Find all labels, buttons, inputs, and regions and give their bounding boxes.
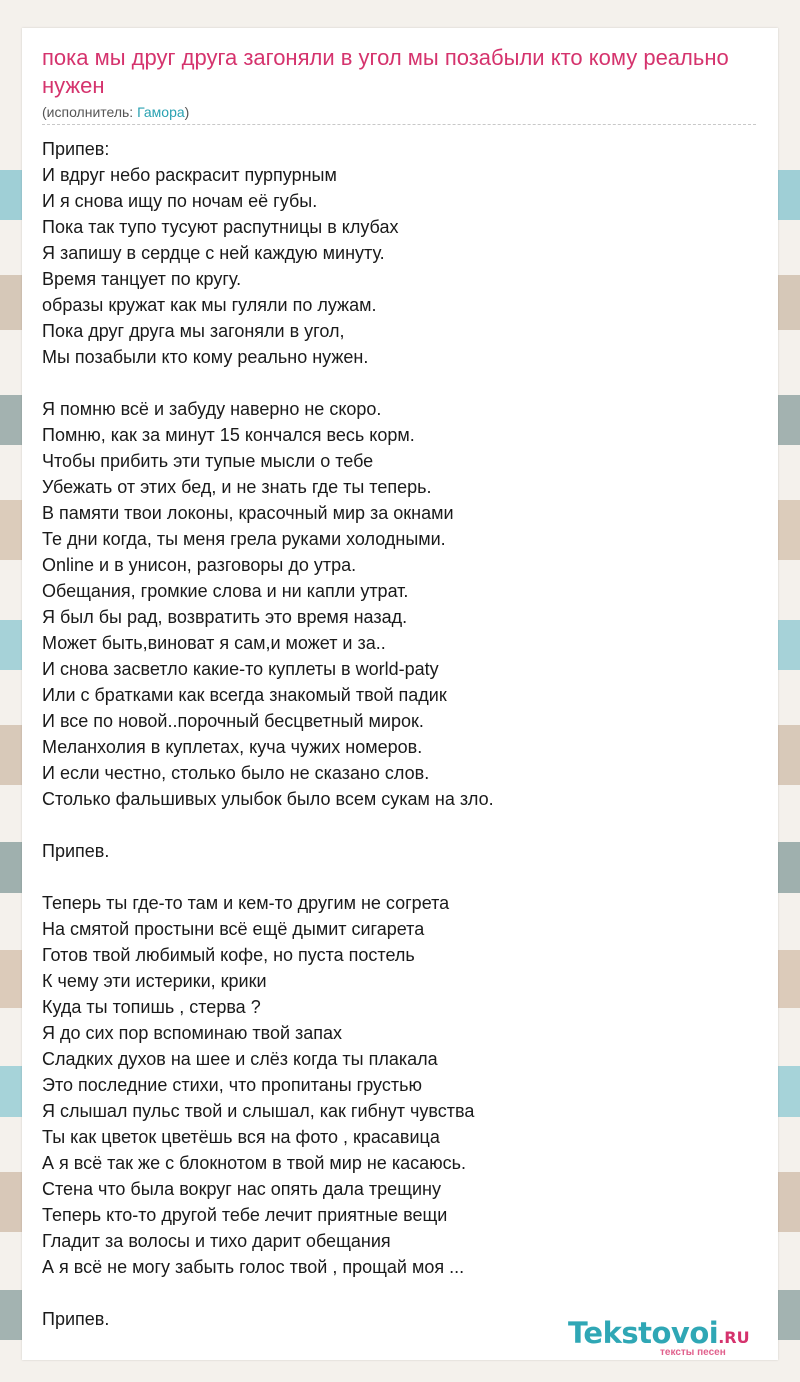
lyrics-line: Те дни когда, ты меня грела руками холодными.	[42, 529, 446, 549]
lyrics-line: Я был бы рад, возвратить это время назад.	[42, 607, 408, 627]
artist-link[interactable]: Гамора	[137, 104, 185, 120]
lyrics-line: И все по новой..порочный бесцветный мирок.	[42, 711, 424, 731]
logo-main-text: Tekstovoi	[568, 1316, 719, 1350]
lyrics-line: Гладит за волосы и тихо дарит обещания	[42, 1231, 391, 1251]
lyrics-line: Время танцует по кругу.	[42, 269, 242, 289]
song-title: пока мы друг друга загоняли в угол мы позабыли кто кому реально нужен	[42, 45, 729, 98]
lyrics-line: Меланхолия в куплетах, куча чужих номеров.	[42, 737, 423, 757]
lyrics-line: И снова засветло какие-то куплеты в world-paty	[42, 659, 439, 679]
lyrics-line: Я запишу в сердце с ней каждую минуту.	[42, 243, 385, 263]
lyrics-line: Убежать от этих бед, и не знать где ты теперь.	[42, 477, 432, 497]
lyrics-line: Обещания, громкие слова и ни капли утрат.	[42, 581, 409, 601]
lyrics-line: Пока друг друга мы загоняли в угол,	[42, 321, 345, 341]
lyrics-line: Теперь кто-то другой тебе лечит приятные вещи	[42, 1205, 448, 1225]
lyrics-line: Помню, как за минут 15 кончался весь корм.	[42, 425, 415, 445]
artist-line	[42, 103, 189, 121]
lyrics-line: Готов твой любимый кофе, но пуста постель	[42, 945, 415, 965]
lyrics-blank-line	[42, 370, 762, 396]
lyrics-line: Стена что была вокруг нас опять дала трещину	[42, 1179, 441, 1199]
lyrics-line: И я снова ищу по ночам её губы.	[42, 191, 318, 211]
lyrics-line: Столько фальшивых улыбок было всем сукам на зло.	[42, 789, 494, 809]
lyrics-line: На смятой простыни всё ещё дымит сигарета	[42, 919, 425, 939]
lyrics-line: Я помню всё и забуду наверно не скоро.	[42, 399, 382, 419]
site-logo[interactable]	[568, 1316, 778, 1360]
lyrics-line: Online и в унисон, разговоры до утра.	[42, 555, 357, 575]
artist-prefix: (исполнитель:	[42, 104, 138, 120]
lyrics-line: Теперь ты где-то там и кем-то другим не согрета	[42, 893, 450, 913]
lyrics-line: Ты как цветок цветёшь вся на фото , красавица	[42, 1127, 440, 1147]
lyrics-line: Я слышал пульс твой и слышал, как гибнут чувства	[42, 1101, 475, 1121]
lyrics-line: Пока так тупо тусуют распутницы в клубах	[42, 217, 399, 237]
lyrics-line: К чему эти истерики, крики	[42, 971, 267, 991]
lyrics-line: В памяти твои локоны, красочный мир за окнами	[42, 503, 454, 523]
lyrics-line: Припев.	[42, 1309, 110, 1329]
lyrics-blank-line	[42, 812, 762, 838]
lyrics-line: Мы позабыли кто кому реально нужен.	[42, 347, 369, 367]
logo-subtitle: тексты песен	[660, 1347, 726, 1358]
lyrics-line: Это последние стихи, что пропитаны грустью	[42, 1075, 422, 1095]
title-divider	[42, 124, 756, 125]
lyrics-line: образы кружат как мы гуляли по лужам.	[42, 295, 377, 315]
lyrics-line: Сладких духов на шее и слёз когда ты плакала	[42, 1049, 438, 1069]
lyrics-line: Припев.	[42, 841, 110, 861]
lyrics-line: Может быть,виноват я сам,и может и за..	[42, 633, 386, 653]
lyrics-card	[22, 28, 778, 1360]
lyrics-line: И если честно, столько было не сказано слов.	[42, 763, 430, 783]
lyrics-text	[42, 136, 762, 1332]
lyrics-line: Чтобы прибить эти тупые мысли о тебе	[42, 451, 374, 471]
lyrics-line: Или с братками как всегда знакомый твой падик	[42, 685, 447, 705]
lyrics-blank-line	[42, 1280, 762, 1306]
lyrics-line: А я всё так же с блокнотом в твой мир не касаюсь.	[42, 1153, 466, 1173]
lyrics-line: А я всё не могу забыть голос твой , прощай моя ...	[42, 1257, 465, 1277]
lyrics-blank-line	[42, 864, 762, 890]
artist-suffix: )	[184, 104, 190, 120]
lyrics-line: Я до сих пор вспоминаю твой запах	[42, 1023, 343, 1043]
lyrics-line: И вдруг небо раскрасит пурпурным	[42, 165, 337, 185]
logo-tld: .RU	[718, 1328, 750, 1347]
lyrics-line: Припев:	[42, 139, 110, 159]
lyrics-line: Куда ты топишь , стерва ?	[42, 997, 261, 1017]
